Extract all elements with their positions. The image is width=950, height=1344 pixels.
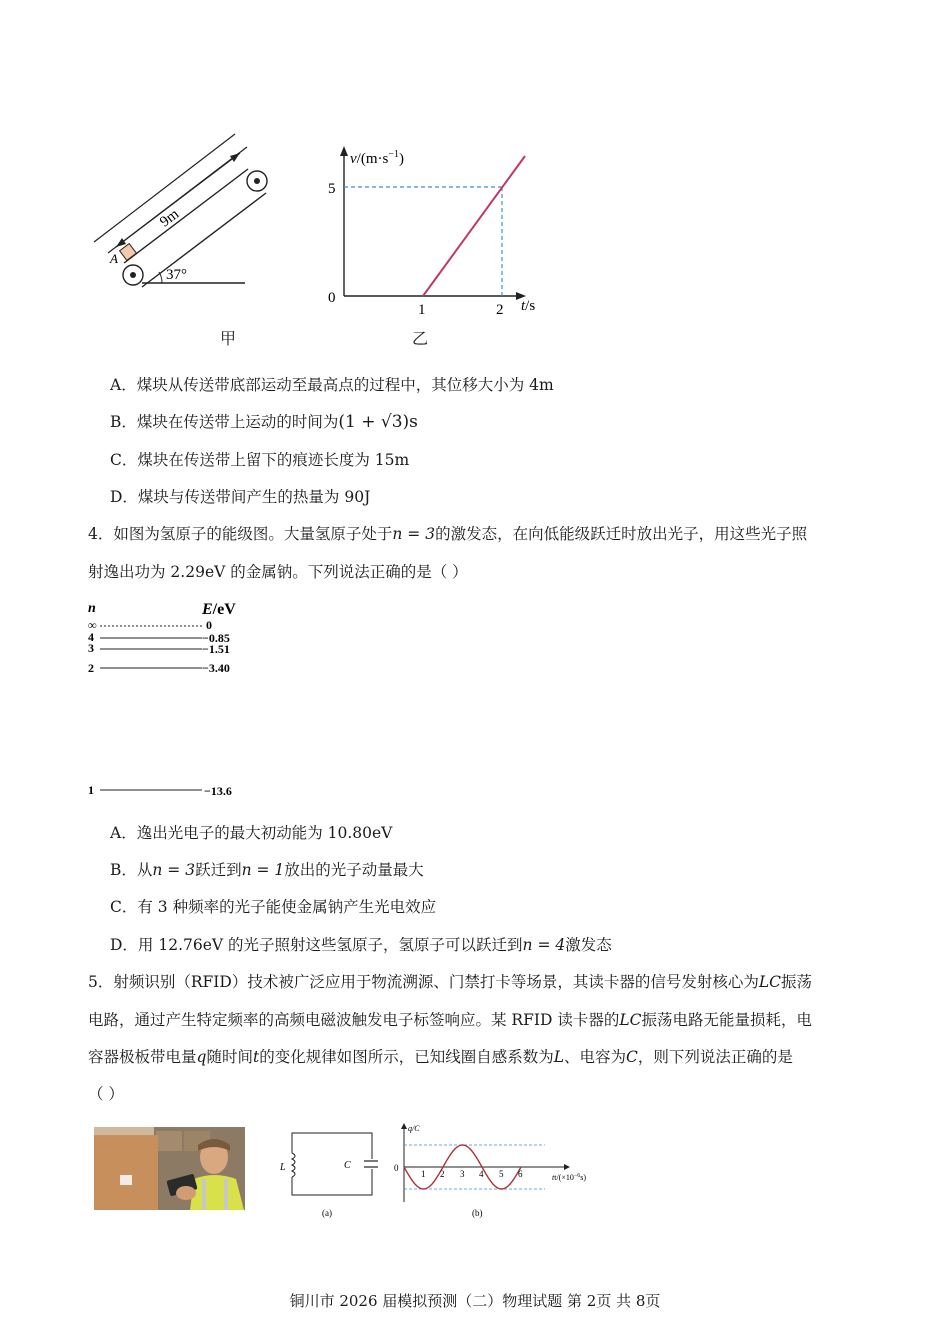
block-a [120, 244, 137, 261]
qt-x-label: $tt/(\times 10^{-6}s)$ [552, 1173, 587, 1182]
lc-circuit-diagram [278, 1125, 378, 1225]
energy-level-diagram [84, 596, 264, 806]
page-footer: 铜川市 2026 届模拟预测（二）物理试题 第 2页 共 8页 [289, 1292, 661, 1310]
q3-option-a: A．煤块从传送带底部运动至最高点的过程中，其位移大小为 4m [110, 376, 554, 394]
q5-stem-line1: 5．射频识别（RFID）技术被广泛应用于物流溯源、门禁打卡等场景，其读卡器的信号发射核心为LC振荡 [88, 973, 813, 991]
q4-option-a: A．逸出光电子的最大初动能为 10.80eV [110, 824, 393, 842]
q4-stem-line1: 4．如图为氢原子的能级图。大量氢原子处于n = 3的激发态，在向低能级跃迁时放出光子，用这些光子照 [88, 525, 808, 543]
belt-length-label: 9m [157, 206, 183, 231]
origin-label: 0 [328, 290, 336, 306]
qt-tick-5: 5 [499, 1169, 504, 1179]
level-4-n: 4 [88, 630, 94, 644]
q5-answer-bracket: （ ） [88, 1085, 124, 1103]
qt-tick-2: 2 [440, 1169, 445, 1179]
qt-graph [390, 1120, 610, 1225]
capacitor-label: C [344, 1160, 351, 1171]
x-tick-1: 1 [418, 302, 426, 318]
level-2-n: 2 [88, 661, 94, 675]
rfid-worker-photo [94, 1127, 245, 1210]
level-inf-e: 0 [206, 618, 212, 632]
q4-option-c: C．有 3 种频率的光子能使金属钠产生光电效应 [110, 898, 437, 916]
inductor-label: L [280, 1162, 286, 1173]
level-3-e: −1.51 [202, 642, 230, 656]
level-1-e: −13.6 [204, 784, 232, 798]
level-1-n: 1 [88, 783, 94, 797]
level-4-e: −0.85 [202, 631, 230, 645]
qt-tick-1: 1 [421, 1169, 426, 1179]
q4-stem-line2: 射逸出功为 2.29eV 的金属钠。下列说法正确的是（ ） [88, 563, 468, 581]
level-2-e: −3.40 [202, 661, 230, 675]
qt-origin: 0 [394, 1163, 399, 1173]
conveyor-belt-figure [80, 120, 280, 300]
block-label: A [110, 251, 118, 266]
caption-yi: 乙 [412, 329, 429, 348]
velocity-line [423, 156, 525, 296]
q4-option-d: D．用 12.76eV 的光子照射这些氢原子，氢原子可以跃迁到n = 4激发态 [110, 936, 612, 954]
vt-graph [320, 140, 560, 320]
q5-stem-line3: 容器极板带电量q随时间t的变化规律如图所示，已知线圈自感系数为L、电容为C，则下列说法正确的是 [88, 1048, 793, 1066]
y-tick-5: 5 [328, 181, 336, 197]
qt-y-label: q/C [408, 1124, 420, 1133]
qt-tick-4: 4 [479, 1169, 484, 1179]
n-header: n [88, 601, 96, 616]
caption-b: (b) [472, 1208, 483, 1218]
q3-option-b: B．煤块在传送带上运动的时间为(1 + √3)s [110, 412, 418, 432]
x-axis-label: t/s [521, 298, 536, 314]
caption-jia: 甲 [220, 329, 237, 348]
x-tick-2: 2 [496, 302, 504, 318]
e-header: E/eV [202, 601, 236, 618]
caption-a: (a) [322, 1208, 332, 1218]
q3-option-c: C．煤块在传送带上留下的痕迹长度为 15m [110, 451, 410, 469]
q5-stem-line2: 电路，通过产生特定频率的高频电磁波触发电子标签响应。某 RFID 读卡器的LC振荡电路无能量损耗，电 [88, 1011, 813, 1029]
level-inf-n: ∞ [88, 618, 97, 632]
qt-tick-3: 3 [460, 1169, 465, 1179]
q3-option-d: D．煤块与传送带间产生的热量为 90J [110, 488, 371, 506]
qt-tick-6: 6 [518, 1169, 523, 1179]
level-3-n: 3 [88, 641, 94, 655]
q4-option-b: B．从n = 3跃迁到n = 1放出的光子动量最大 [110, 861, 424, 879]
angle-label: 37° [166, 267, 187, 283]
y-axis-label: $v/(m\cdot s^{-1})$ [350, 149, 404, 167]
